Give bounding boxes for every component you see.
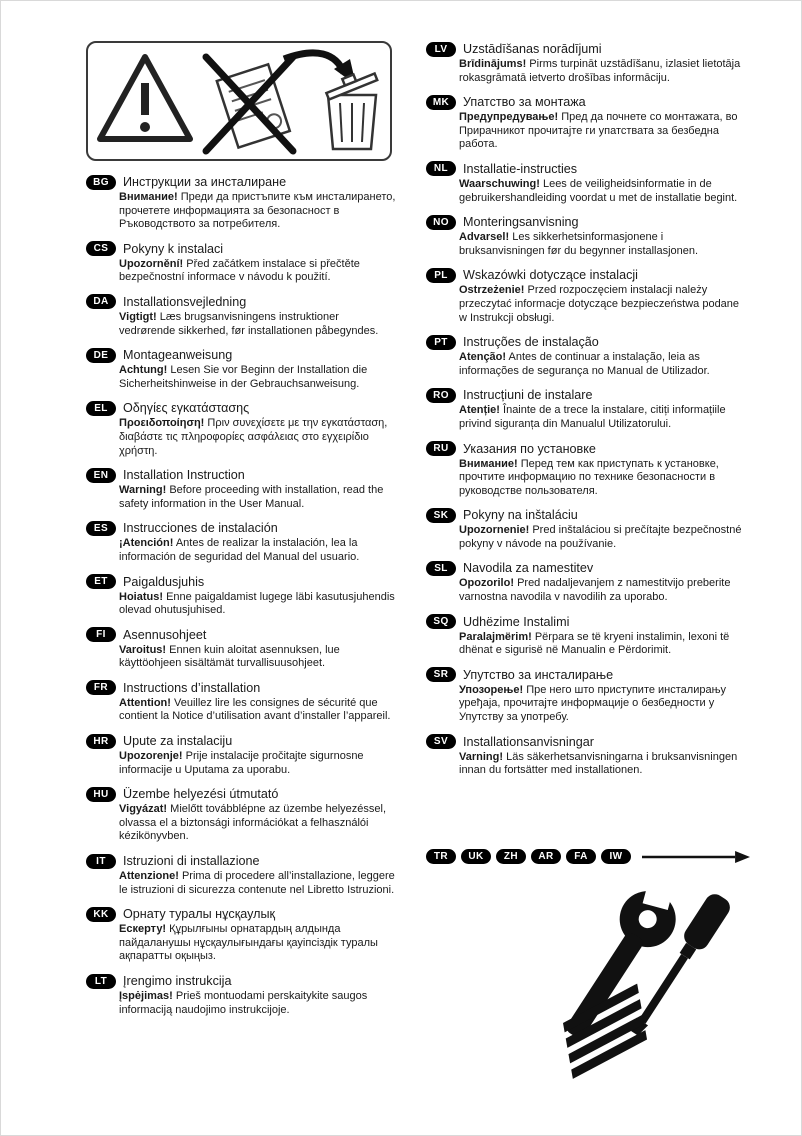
language-title: Installatie-instructies: [463, 161, 578, 176]
warning-paragraph: [459, 58, 750, 85]
language-code-badge: AR: [531, 849, 561, 864]
warning-word: Varning!: [459, 750, 504, 763]
warning-text: Læs brugsanvisningens instruktioner vedrørende sikkerhed, før installationen påbegyndes.: [119, 310, 379, 337]
warning-text: Înainte de a trece la instalare, citiți informațiile privind siguranța din Manualul Utilizatorului.: [459, 404, 726, 430]
language-title: Paigaldusjuhis: [123, 574, 205, 589]
warning-word: Attention!: [119, 696, 171, 709]
language-title: Указания по установке: [463, 441, 596, 456]
warning-word: Упозорење!: [459, 683, 524, 696]
language-entry-sk: [426, 507, 750, 551]
warning-paragraph: [459, 458, 750, 499]
warning-paragraph: [459, 284, 750, 325]
language-title: Орнату туралы нұсқаулық: [123, 907, 276, 922]
language-code-badge: UK: [461, 849, 491, 864]
language-title: Pokyny na inštaláciu: [463, 508, 578, 523]
language-entry-bg: [86, 174, 398, 232]
warning-text: Pirms turpināt uzstādīšanu, izlasiet lietotāja rokasgrāmatā ietverto drošības informāciju.: [459, 58, 741, 84]
warning-paragraph: [119, 697, 398, 724]
warning-word: Achtung!: [119, 364, 168, 377]
language-entry-de: [86, 347, 398, 391]
language-code-badge: LT: [86, 974, 116, 989]
warning-paragraph: [459, 178, 750, 205]
warning-word: Внимание!: [459, 457, 518, 470]
discard-manual-graphic: [88, 43, 390, 159]
warning-text: Пре него што приступите инсталирању уређаја, прочитајте информације о безбедности у Упутству за употребу.: [459, 683, 727, 724]
left-language-list: [86, 174, 398, 1017]
warning-word: Внимание!: [119, 191, 178, 203]
language-code-badge: EL: [86, 401, 116, 416]
language-entry-et: [86, 574, 398, 618]
warning-paragraph: [459, 351, 750, 378]
language-code-badge: IW: [601, 849, 631, 864]
warning-text: Құрылғыны орнатардың алдында пайдаланушы нұсқаулығындағы қауіпсіздік туралы ақпаратты оқыңыз.: [119, 923, 378, 963]
language-code-badge: NL: [426, 161, 456, 176]
language-entry-lv: [426, 41, 750, 85]
language-title: Monteringsanvisning: [463, 215, 579, 230]
language-title: Οδηγίες εγκατάστασης: [123, 401, 250, 416]
more-language-badges: [426, 849, 631, 864]
warning-text: Pred inštaláciou si prečítajte bezpečnostné pokyny v návode na používanie.: [459, 524, 742, 550]
language-entry-pt: [426, 334, 750, 378]
language-code-badge: TR: [426, 849, 456, 864]
language-entry-hr: [86, 733, 398, 777]
warning-word: Atenção!: [459, 351, 507, 364]
right-arrow-icon: [642, 850, 750, 864]
language-title: Инструкции за инсталиране: [123, 175, 287, 189]
language-code-badge: IT: [86, 854, 116, 869]
language-code-badge: DE: [86, 348, 116, 363]
language-entry-fi: [86, 627, 398, 671]
warning-text: Les sikkerhetsinformasjonene i bruksanvisningen før du begynner installasjonen.: [459, 231, 699, 257]
language-code-badge: FI: [86, 627, 116, 642]
language-title: Udhëzime Instalimi: [463, 614, 570, 629]
language-entry-sv: [426, 734, 750, 778]
language-code-badge: KK: [86, 907, 116, 922]
language-code-badge: ET: [86, 574, 116, 589]
warning-text: Przed rozpoczęciem instalacji należy przeczytać informacje dotyczące bezpieczeństwa podane w Instrukcji obsługi.: [459, 284, 740, 324]
warning-text: Перед тем как приступать к установке, прочтите информацию по технике безопасности в руководстве пользователя.: [459, 457, 719, 497]
warning-text: Πριν συνεχίσετε με την εγκατάσταση, διαβάστε τις πληροφορίες ασφάλειας στο εγχειρίδιο χρήστη.: [119, 417, 388, 457]
trash-can-icon: [324, 67, 377, 149]
language-code-badge: ZH: [496, 849, 526, 864]
warning-paragraph: [119, 258, 398, 285]
language-entry-no: [426, 214, 750, 258]
warning-word: Upozornenie!: [459, 524, 530, 537]
warning-word: Vigtigt!: [119, 310, 157, 323]
language-title: Instrucciones de instalación: [123, 521, 278, 536]
tools-illustration: [549, 873, 749, 1093]
warning-paragraph: [459, 751, 750, 778]
language-entry-da: [86, 294, 398, 338]
warning-text: Before proceeding with installation, read the safety information in the User Manual.: [119, 484, 384, 510]
language-code-badge: BG: [86, 175, 116, 190]
right-language-list: [426, 41, 750, 778]
language-title: Pokyny k instalaci: [123, 241, 224, 256]
warning-word: Ескерту!: [119, 923, 167, 936]
language-code-badge: RU: [426, 441, 456, 456]
warning-text: Prieš montuodami perskaitykite saugos informaciją naudojimo instrukcijoje.: [119, 990, 368, 1016]
warning-word: ¡Atención!: [119, 537, 174, 550]
warning-paragraph: [119, 417, 398, 458]
warning-text: Prije instalacije pročitajte sigurnosne informacije u Uputama za uporabu.: [119, 750, 364, 776]
warning-paragraph: [119, 484, 398, 511]
language-code-badge: SR: [426, 667, 456, 682]
language-code-badge: MK: [426, 95, 456, 110]
language-title: Asennusohjeet: [123, 627, 207, 642]
warning-text: Prima di procedere all’installazione, leggere le istruzioni di sicurezza contenute nel Libretto Istruzioni.: [119, 870, 395, 896]
language-title: Installation Instruction: [123, 468, 245, 483]
warning-text: Преди да пристъпите към инсталирането, прочетете информацията за безопасност в Ръководството за потребителя.: [119, 191, 396, 231]
warning-word: Waarschuwing!: [459, 177, 540, 190]
warning-text: Veuillez lire les consignes de sécurité que contient la Notice d’utilisation avant d’installer l’appareil.: [119, 696, 391, 723]
warning-text: Ennen kuin aloitat asennuksen, lue käyttöohjeen sisältämät turvallisuusohjeet.: [119, 643, 340, 670]
language-code-badge: SQ: [426, 614, 456, 629]
language-code-badge: HR: [86, 734, 116, 749]
language-entry-cs: [86, 241, 398, 285]
warning-word: Paralajmërim!: [459, 630, 532, 643]
language-entry-fr: [86, 680, 398, 724]
language-code-badge: PT: [426, 335, 456, 350]
warning-word: Attenzione!: [119, 870, 179, 883]
language-code-badge: FR: [86, 680, 116, 695]
language-entry-en: [86, 467, 398, 511]
language-entry-ro: [426, 387, 750, 431]
left-column: [86, 41, 398, 1026]
warning-paragraph: [119, 870, 398, 897]
language-entry-mk: [426, 94, 750, 152]
language-title: Upute za instalaciju: [123, 734, 233, 749]
language-code-badge: SL: [426, 561, 456, 576]
language-code-badge: HU: [86, 787, 116, 802]
warning-paragraph: [119, 191, 398, 232]
language-entry-el: [86, 400, 398, 458]
language-code-badge: PL: [426, 268, 456, 283]
warning-paragraph: [119, 364, 398, 391]
language-title: Montageanweisung: [123, 348, 233, 363]
warning-word: Предупредување!: [459, 111, 559, 124]
language-entry-sq: [426, 614, 750, 658]
warning-word: Brīdinājums!: [459, 58, 527, 70]
language-title: Instructions d’installation: [123, 680, 261, 695]
warning-word: Προειδοποίηση!: [119, 417, 205, 430]
language-title: Üzembe helyezési útmutató: [123, 787, 279, 802]
warning-text: Pred nadaljevanjem z namestitvijo preberite varnostna navodila v navodilih za uporabo.: [459, 577, 731, 604]
warning-paragraph: [459, 231, 750, 258]
language-entry-nl: [426, 161, 750, 205]
warning-word: Varoitus!: [119, 643, 167, 656]
warning-paragraph: [459, 111, 750, 152]
language-title: Упатство за монтажа: [463, 95, 586, 110]
warning-paragraph: [459, 404, 750, 431]
language-code-badge: EN: [86, 468, 116, 483]
warning-text: Mielőtt továbblépne az üzembe helyezéssel, olvassa el a biztonsági információkat a felhasználói kézikönyvben.: [119, 803, 387, 843]
warning-text: Před začátkem instalace si přečtěte bezpečnostní informace v návodu k použití.: [119, 257, 360, 284]
warning-word: Upozorenje!: [119, 750, 183, 763]
language-title: Įrengimo instrukcija: [123, 974, 232, 988]
more-languages-row: [426, 849, 750, 864]
language-title: Uzstādīšanas norādījumi: [463, 42, 602, 56]
language-entry-es: [86, 520, 398, 564]
language-code-badge: FA: [566, 849, 596, 864]
warning-paragraph: [459, 577, 750, 604]
warning-triangle-icon: [100, 57, 190, 139]
language-title: Wskazówki dotyczące instalacji: [463, 268, 638, 283]
warning-text: Përpara se të kryeni instalimin, lexoni të dhënat e sigurisë në Manualin e Përdorimit.: [459, 630, 730, 657]
warning-text: Läs säkerhetsanvisningarna i bruksanvisningen innan du fortsätter med installationen.: [459, 750, 738, 777]
language-entry-it: [86, 853, 398, 897]
warning-word: Advarsel!: [459, 231, 510, 244]
language-title: Istruzioni di installazione: [123, 854, 260, 869]
language-code-badge: LV: [426, 42, 456, 57]
language-code-badge: ES: [86, 521, 116, 536]
language-code-badge: RO: [426, 388, 456, 403]
language-code-badge: DA: [86, 294, 116, 309]
language-title: Упутство за инсталирање: [463, 667, 614, 682]
language-entry-lt: [86, 973, 398, 1017]
warning-text: Пред да почнете со монтажата, во Прирачникот прочитајте ги упатствата за безбедна работа.: [459, 111, 738, 151]
warning-paragraph: [119, 923, 398, 964]
language-title: Instrucțiuni de instalare: [463, 388, 593, 403]
language-entry-sr: [426, 667, 750, 725]
language-title: Installationsanvisningar: [463, 734, 594, 749]
right-column: [426, 41, 750, 787]
warning-word: Opozorilo!: [459, 577, 514, 590]
warning-text: Lees de veiligheidsinformatie in de gebruikershandleiding voordat u met de installatie begint.: [459, 177, 738, 204]
warning-paragraph: [119, 537, 398, 564]
warning-paragraph: [459, 631, 750, 658]
language-title: Instruções de instalação: [463, 335, 599, 350]
warning-paragraph: [119, 990, 398, 1017]
language-code-badge: SK: [426, 508, 456, 523]
warning-word: Įspėjimas!: [119, 990, 173, 1002]
wrench-screwdriver-graphic: [549, 873, 749, 1093]
language-entry-pl: [426, 267, 750, 325]
warning-paragraph: [119, 591, 398, 618]
language-code-badge: CS: [86, 241, 116, 256]
language-entry-kk: [86, 906, 398, 964]
warning-word: Upozornění!: [119, 257, 184, 270]
warning-word: Atenție!: [459, 404, 500, 417]
warning-word: Ostrzeżenie!: [459, 284, 525, 297]
language-code-badge: SV: [426, 734, 456, 749]
language-entry-ru: [426, 441, 750, 499]
warning-word: Warning!: [119, 484, 167, 497]
warning-text: Lesen Sie vor Beginn der Installation die Sicherheitshinweise in der Gebrauchsanweisung.: [119, 364, 368, 390]
language-code-badge: NO: [426, 215, 456, 230]
warning-paragraph: [119, 803, 398, 844]
warning-word: Hoiatus!: [119, 590, 163, 603]
warning-word: Vigyázat!: [119, 803, 168, 816]
warning-paragraph: [459, 524, 750, 551]
language-title: Installationsvejledning: [123, 294, 247, 309]
warning-paragraph: [119, 750, 398, 777]
warning-text: Antes de continuar a instalação, leia as informações de segurança no Manual de Utilizador.: [459, 351, 710, 377]
language-entry-hu: [86, 786, 398, 844]
do-not-discard-manual-illustration: [86, 41, 392, 161]
language-entry-sl: [426, 560, 750, 604]
warning-paragraph: [119, 311, 398, 338]
warning-text: Antes de realizar la instalación, lea la información de seguridad del Manual del usuario.: [119, 537, 360, 563]
warning-text: Enne paigaldamist lugege läbi kasutusjuhendis olevad ohutusjuhised.: [119, 590, 395, 617]
warning-paragraph: [119, 644, 398, 671]
warning-paragraph: [459, 684, 750, 725]
language-title: Navodila za namestitev: [463, 561, 594, 576]
